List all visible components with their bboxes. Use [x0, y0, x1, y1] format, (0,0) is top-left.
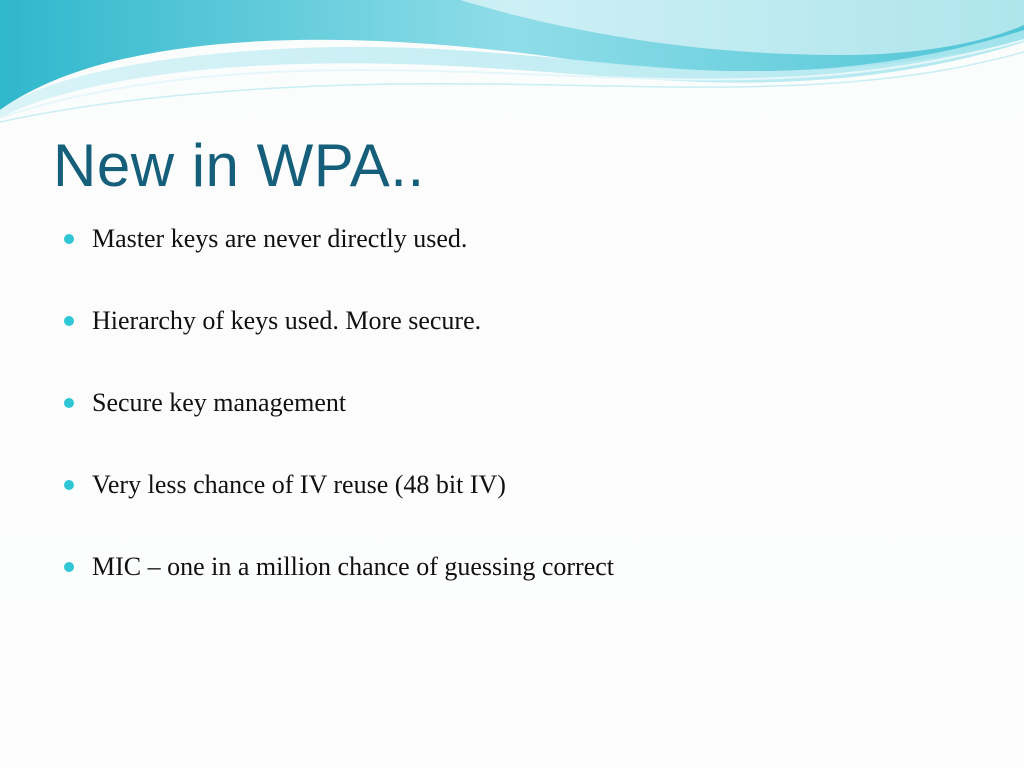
bullet-text: Master keys are never directly used. [92, 224, 468, 253]
bullet-dot-icon [64, 234, 74, 244]
bullet-text: Hierarchy of keys used. More secure. [92, 306, 482, 335]
bullet-text: Very less chance of IV reuse (48 bit IV) [92, 470, 506, 499]
bullet-dot-icon [64, 316, 74, 326]
bullet-text: Secure key management [92, 388, 347, 417]
header-wave-decoration [0, 0, 1024, 130]
bullet-dot-icon [64, 562, 74, 572]
bullet-text: MIC – one in a million chance of guessing correct [92, 552, 615, 581]
bullet-dot-icon [64, 480, 74, 490]
slide-title: New in WPA.. [53, 132, 425, 199]
bullet-dot-icon [64, 398, 74, 408]
